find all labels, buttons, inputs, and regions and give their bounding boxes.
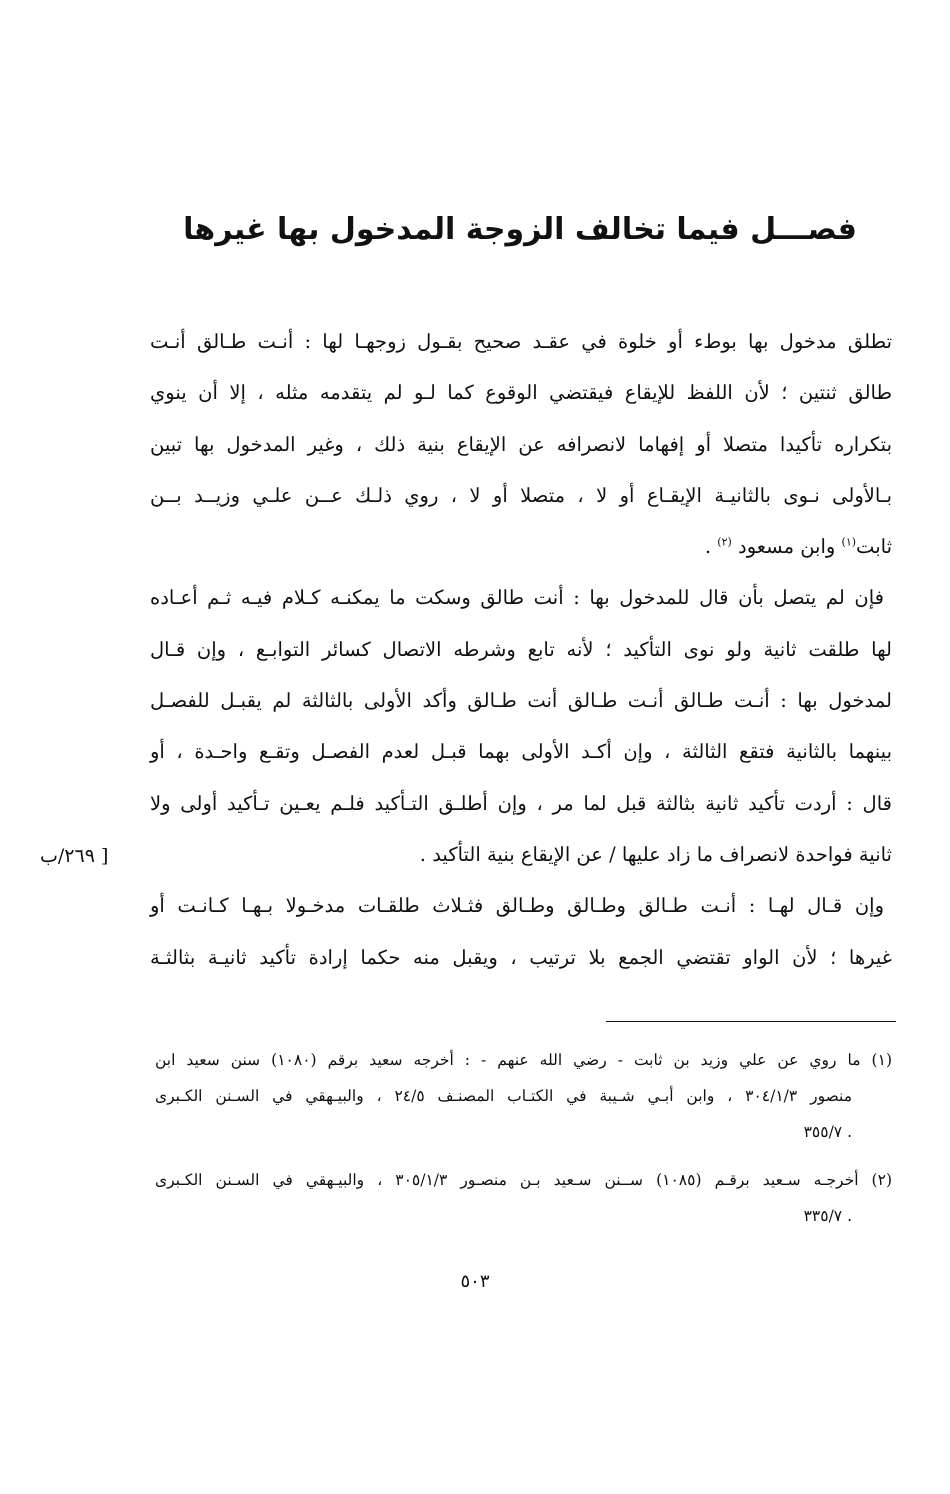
footnote-line: . ٣٣٥/٧ — [803, 1207, 852, 1225]
footnotes — [155, 1042, 892, 1234]
page-number: ٥٠٣ — [460, 1271, 490, 1292]
text-line: بتكراره تأكيدا متصلا أو إفهاما لانصرافه عن الإيقاع بنية ذلك ، وغير المدخول بها تبين — [150, 432, 892, 456]
text-line: لها طلقت ثانية ولو نوى التأكيد ؛ لأنه تابع وشرطه الاتصال كسائر التوابـع ، وإن قـال — [150, 637, 892, 661]
text-line: لمدخول بها : أنـت طـالق أنـت طـالق أنت طـالق وأكد الأولى بالثالثة لم يقبـل للفصـل — [150, 689, 892, 713]
text-fragment: وابن مسعود — [731, 535, 842, 559]
text-line: بينهما بالثانية فتقع الثالثة ، وإن أكـد الأولى بهما قبـل لعدم الفصـل وتقـع واحـدة ، أو — [150, 740, 892, 764]
footnote-spacer — [155, 1150, 892, 1162]
footnote-line: . ٣٥٥/٧ — [803, 1123, 852, 1141]
text-line: فإن لم يتصل بأن قال للمدخول بها : أنت طالق وسكت ما يمكنـه كـلام فيـه ثـم أعـاده — [150, 586, 884, 610]
text-line: قال : أردت تأكيد ثانية بثالثة قبل لما مر ، وإن أطلـق التـأكيد فلـم يعـين تـأكيد أولى ولا — [150, 791, 892, 815]
text-fragment: ثابت — [856, 535, 892, 559]
text-line: وإن قـال لهـا : أنـت طـالق وطـالق وطـالق فثـلاث طلقـات مدخـولا بـهـا كـانـت أو — [150, 894, 884, 918]
footnote-ref-2[interactable]: (٢) — [717, 535, 732, 549]
text-line: بـالأولى نـوى بالثانيـة الإيقـاع أو لا ، متصلا أو لا ، روي ذلـك عــن علـي وزيــد بــن — [150, 483, 892, 507]
footnote-line: (٢) أخرجـه سـعيد برقـم (١٠٨٥) ســنن سـعيد بـن منصـور ٣٠٥/١/٣ ، والبيـهقي في السـنن الكـبرى — [155, 1171, 892, 1189]
text-line: ثانية فواحدة لانصراف ما زاد عليها / عن الإيقاع بنية التأكيد . — [419, 842, 892, 866]
footnote-ref-1[interactable]: (١) — [841, 535, 857, 549]
text-line: طالق ثنتين ؛ لأن اللفظ للإيقاع فيقتضي الوقوع كما لـو لم يتقدمه مثله ، إلا أن ينوي — [150, 381, 892, 405]
footnote-line: (١) ما روي عن علي وزيد بن ثابت - رضي الله عنهم - : أخرجه سعيد برقم (١٠٨٠) سنن سعيد ابن — [155, 1051, 892, 1069]
footnote-line: منصور ٣٠٤/١/٣ ، وابن أبـي شـيبة في الكتـاب المصنـف ٢٤/٥ ، والبيـهقي في السـنن الكـبرى — [155, 1087, 853, 1105]
section-title: فصـــل فيما تخالف الزوجة المدخول بها غيرها — [183, 212, 857, 247]
text-line: تطلق مدخول بها بوطء أو خلوة في عقـد صحيح بقـول زوجهـا لها : أنـت طـالق أنـت — [150, 330, 892, 353]
manuscript-folio-marker: [ ٢٦٩/ب — [40, 845, 109, 867]
text-fragment: . — [704, 535, 718, 559]
footnote-divider — [606, 1021, 896, 1022]
text-line — [150, 521, 892, 572]
text-line: غيرها ؛ لأن الواو تقتضي الجمع بلا ترتيب ، ويقبل منه حكما إرادة تأكيد ثانيـة بثالثـة — [150, 945, 892, 969]
main-text — [150, 316, 892, 983]
